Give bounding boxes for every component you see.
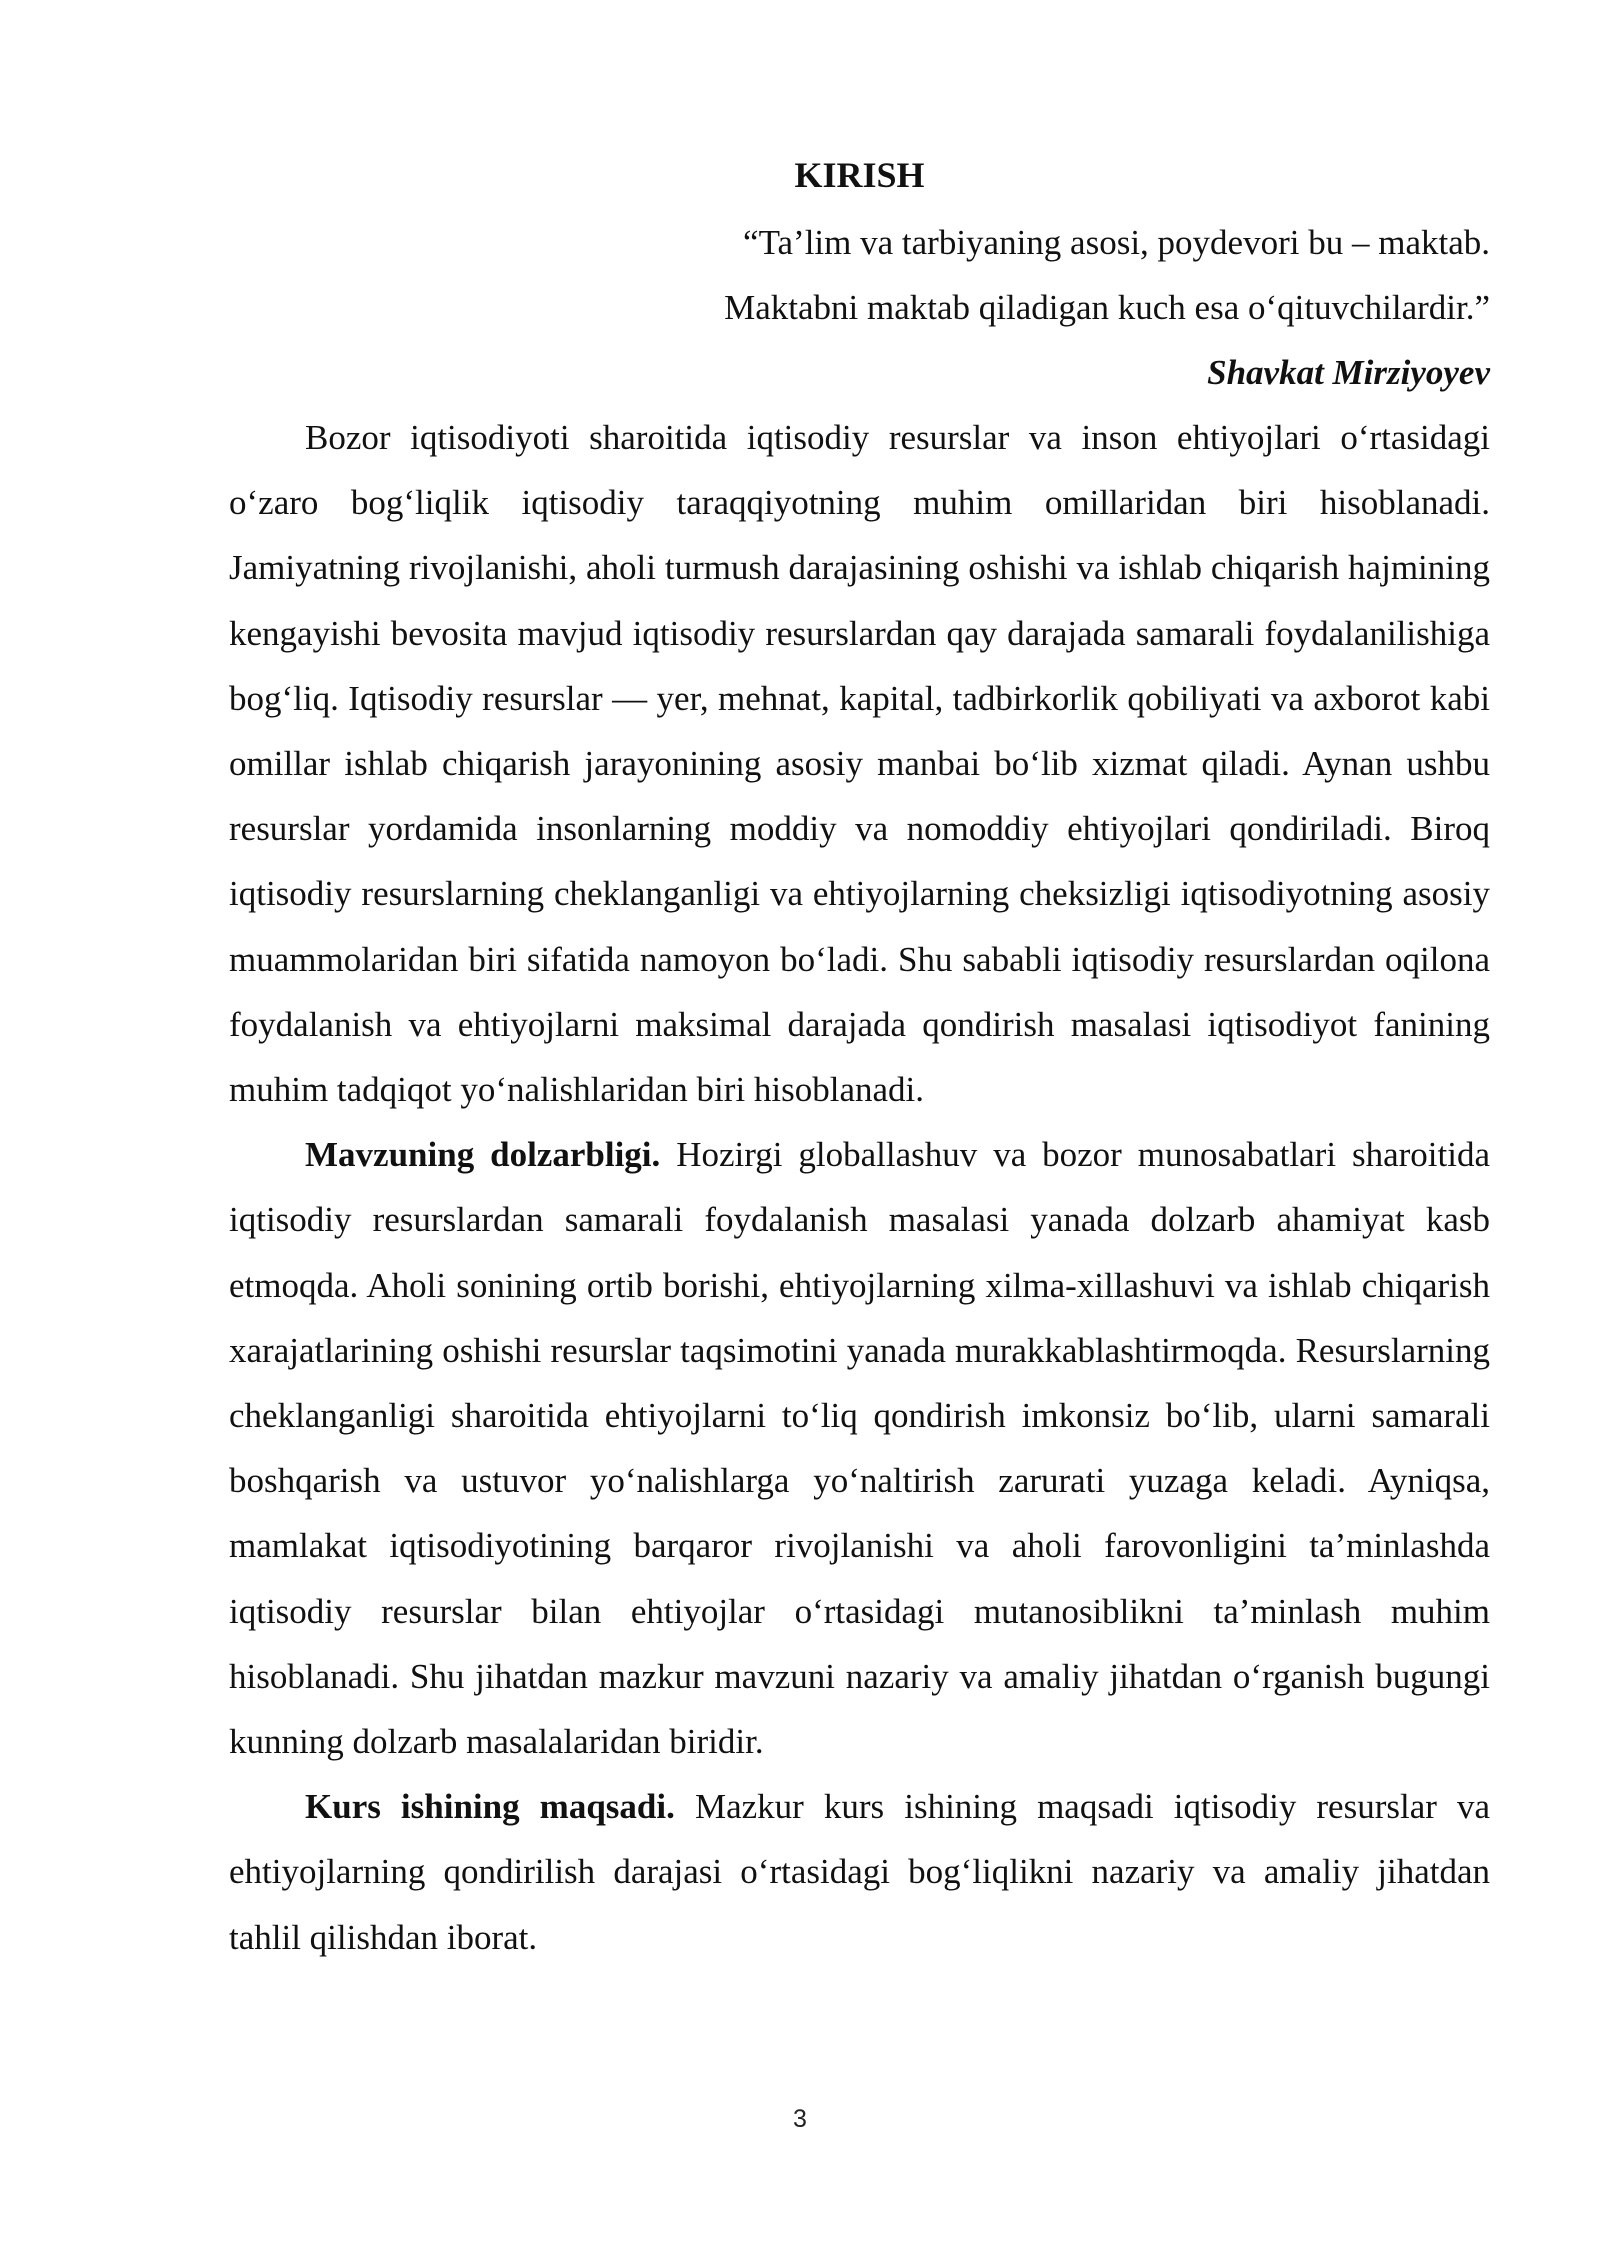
paragraph-lead: Kurs ishining maqsadi. [305, 1787, 675, 1827]
paragraph-relevance [229, 1122, 1490, 1774]
section-title: KIRISH [794, 155, 925, 195]
epigraph [229, 210, 1490, 405]
epigraph-line-1: “Ta’lim va tarbiyaning asosi, poydevori bu – maktab. [743, 223, 1490, 262]
page-number: 3 [793, 2105, 807, 2133]
paragraph-text: Bozor iqtisodiyoti sharoitida iqtisodiy resurslar va inson ehtiyojlari o‘rtasidagi o‘zaro bog‘liqlik iqtisodiy taraqqiyotning muhim omillaridan biri hisoblanadi. Jamiyatning rivojlanishi, aholi turmush darajasining oshishi va ishlab chiqarish hajmining kengayishi bevosita mavjud iqtisodiy resurslardan qay darajada samarali foydalanilishiga bog‘liq. Iqtisodiy resurslar — yer, mehnat, kapital, tadbirkorlik qobiliyati va axborot kabi omillar ishlab chiqarish jarayonining asosiy manbai bo‘lib xizmat qiladi. Aynan ushbu resurslar yordamida insonlarning moddiy va nomoddiy ehtiyojlari qondiriladi. Biroq iqtisodiy resurslarning cheklanganligi va ehtiyojlarning cheksizligi iqtisodiyotning asosiy muammolaridan biri sifatida namoyon bo‘ladi. Shu sababli iqtisodiy resurslardan oqilona foydalanish va ehtiyojlarni maksimal darajada qondirish masalasi iqtisodiyot fanining muhim tadqiqot yo‘nalishlaridan biri hisoblanadi. [229, 418, 1490, 1110]
document-page [229, 140, 1490, 1970]
paragraph-text: Mazkur kurs ishining maqsadi iqtisodiy resurslar va ehtiyojlarning qondirilish darajasi o‘rtasidagi bog‘liqlikni nazariy va amaliy jihatdan tahlil qilishdan iborat. [229, 1787, 1491, 1957]
paragraph-text: Hozirgi globallashuv va bozor munosabatlari sharoitida iqtisodiy resurslardan samarali foydalanish masalasi yanada dolzarb ahamiyat kasb etmoqda. Aholi sonining ortib borishi, ehtiyojlarning xilma-xillashuvi va ishlab chiqarish xarajatlarining oshishi resurslar taqsimotini yanada murakkablashtirmoqda. Resurslarning cheklanganligi sharoitida ehtiyojlarni to‘liq qondirish imkonsiz bo‘lib, ularni samarali boshqarish va ustuvor yo‘nalishlarga yo‘naltirish zarurati yuzaga keladi. Ayniqsa, mamlakat iqtisodiyotining barqaror rivojlanishi va aholi farovonligini ta’minlashda iqtisodiy resurslar bilan ehtiyojlar o‘rtasidagi mutanosiblikni ta’minlash muhim hisoblanadi. Shu jihatdan mazkur mavzuni nazariy va amaliy jihatdan o‘rganish bugungi kunning dolzarb masalalaridan biridir. [229, 1135, 1490, 1762]
paragraph-introduction [229, 405, 1490, 1122]
epigraph-line-2: Maktabni maktab qiladigan kuch esa o‘qituvchilardir.” [724, 288, 1490, 327]
paragraph-goal [229, 1774, 1490, 1970]
epigraph-author: Shavkat Mirziyoyev [1207, 353, 1490, 392]
paragraph-lead: Mavzuning dolzarbligi. [305, 1135, 661, 1175]
